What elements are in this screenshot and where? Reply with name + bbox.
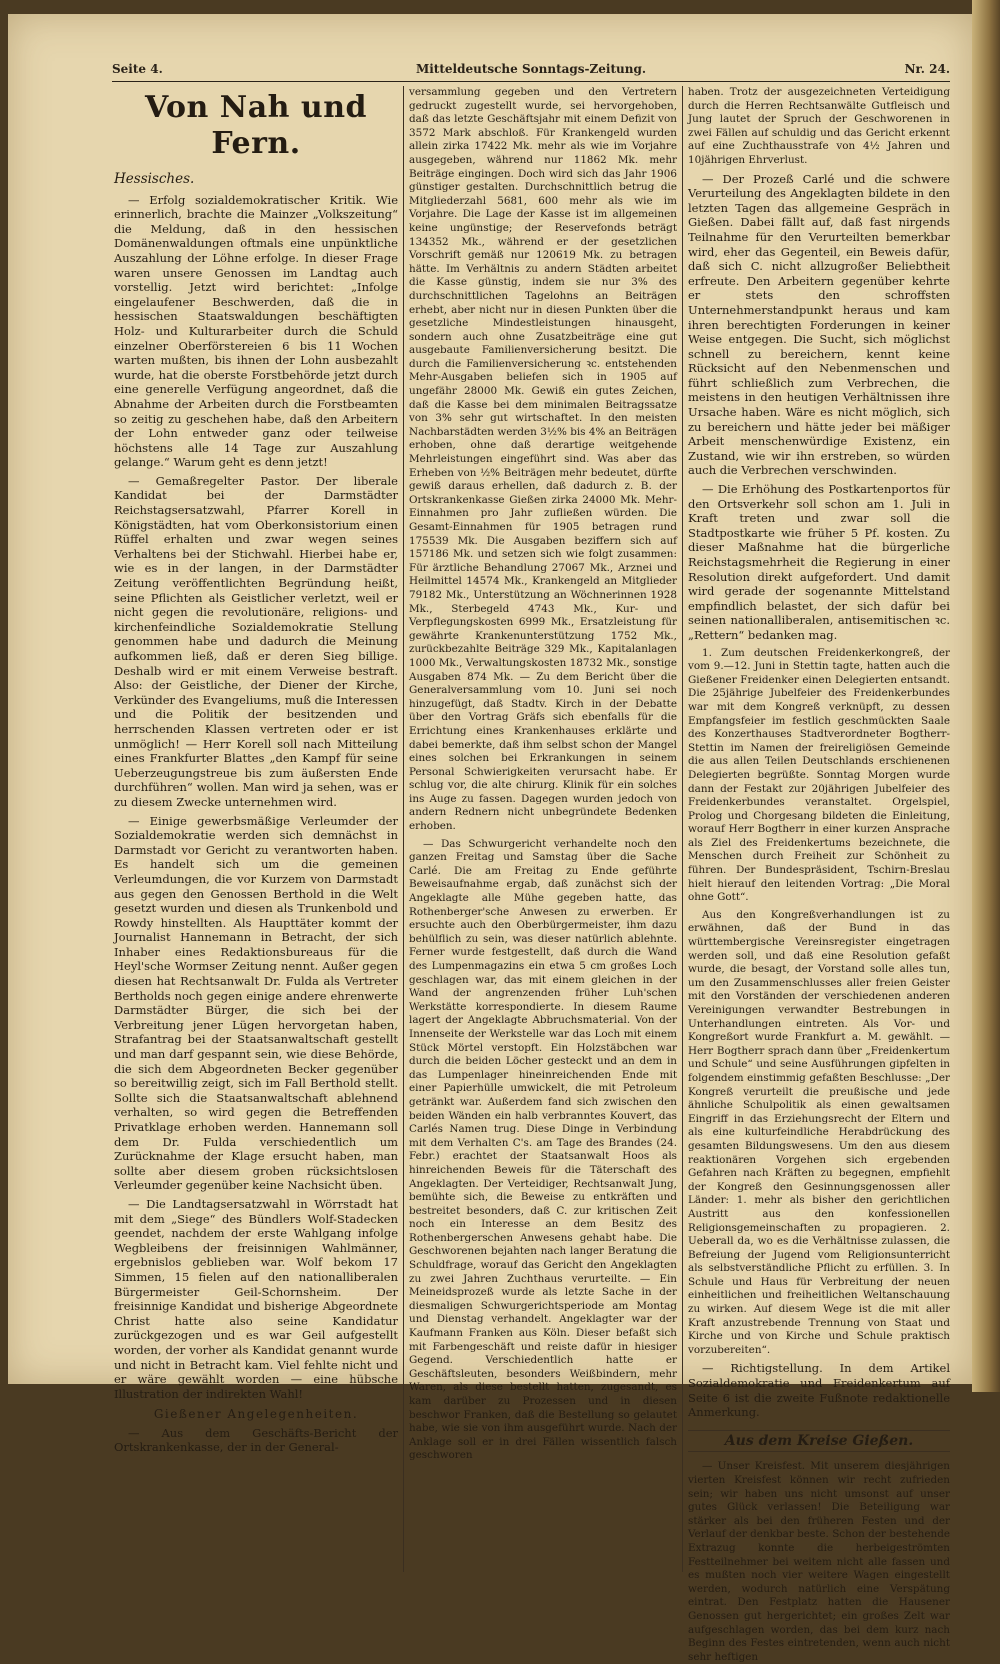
column-divider-2 [682, 86, 683, 1572]
column-2 [409, 86, 677, 1572]
subsection-giessen: Gießener Angelegenheiten. [153, 1407, 359, 1422]
article-schwurgericht: — Das Schwurgericht verhandelte noch den ganzen Freitag und Samstag über die Sache Carlé. Die am Freitag zu Ende geführte Beweisaufnahme ergab, daß zunächst sich der Angeklagte alle Mühe gegeben hatte, das Rothenberger'sche Anwesen zu erwerben. Er ersuchte auch den Oberbürgermeister, ihm dazu behülflich zu sein, was dieser natürlich ablehnte. Ferner wurde festgestellt, daß durch die Wand des Lumpenmagazins ein etwa 5 cm großes Loch geschlagen war, das mit einem gleichen in der Wand der angrenzenden früher Luh'schen Werkstätte korrespondierte. In diesem Raume lagert der Angeklagte Abbruchsmaterial. Von der Innenseite der Werkstelle war das Loch mit einem Stück Mörtel verstopft. Ein Holzstäbchen war durch die beiden Löcher gesteckt und an dem in das Lumpenlager hineinreichenden Ende mit einer Papierhülle umwickelt, die mit Petroleum getränkt war. Außerdem fand sich zwischen den beiden Wänden ein halb verbranntes Kouvert, das Carlés Namen trug. Diese Dinge in Verbindung mit dem Verhalten C's. am Tage des Brandes (24. Febr.) erachtet der Staatsanwalt Hoos als hinreichenden Beweis für die Täterschaft des Angeklagten. Der Verteidiger, Rechtsanwalt Jung, bemühte sich, die Beweise zu entkräften und bestreitet besonders, daß C. zur kritischen Zeit noch ein Interesse an dem Besitz des Rothenbergerschen Anwesens gehabt habe. Die Geschworenen bejahten nach langer Beratung die Schuldfrage, worauf das Gericht den Angeklagten zu zwei Jahren Zuchthaus verurteilte. — Ein Meineidsprozeß wurde als letzte Sache in der diesmaligen Schwurgerichtsperiode am Montag und Dienstag verhandelt. Angeklagter war der Kaufmann Franken aus Köln. Dieser befaßt sich mit Farbengeschäft und reiste dafür in hiesiger Gegend. Verschiedentlich hatte er Geschäftsleuten, besonders Weißbindern, mehr Waren, als diese bestellt hatten, zugesandt, es kam darüber zu Prozessen und in diesen beschwor Franken, daß die Bestellung so gelautet habe, wie sie von ihm ausgeführt wurde. Nach der Anklage soll er in drei Fällen wissentlich falsch geschworen [409, 837, 677, 1462]
article-richtigstellung: — Richtigstellung. In dem Artikel Sozialdemokratie und Freidenkertum auf Seite 6 ist die zweite Fußnote redaktionelle Anmerkung. [688, 1361, 950, 1420]
page-header [112, 60, 950, 80]
article-freidenkerkongress: 1. Zum deutschen Freidenkerkongreß, der vom 9.—12. Juni in Stettin tagte, hatten auch die Gießener Freidenker einen Delegierten entsandt. Die 25jährige Jubelfeier des Freidenkerbundes war mit dem Kongreß verknüpft, zu dessen Empfangsfeier im festlich geschmückten Saale des Konzerthauses Stadtverordneter Bogtherr-Stettin im Namen der freireligiösen Gemeinde die aus allen Teilen Deutschlands erschienenen Delegierten begrüßte. Sonntag Morgen wurde dann der Festakt zur 20jährigen Jubelfeier des Freidenkerbundes veranstaltet. Orgelspiel, Prolog und Chorgesang bildeten die Einleitung, worauf Herr Bogtherr in einer kurzen Ansprache als Ziel des Freidenkertums bezeichnete, die Menschen durch Freiheit zur Schönheit zu führen. Der Bundespräsident, Tschirn-Breslau hielt hierauf den leitenden Vortrag: „Die Moral ohne Gott“. [688, 646, 950, 904]
issue-number: Nr. 24. [904, 62, 950, 76]
article-ortskrankenkasse: — Aus dem Geschäfts-Bericht der Ortskrankenkasse, der in der General- [114, 1425, 398, 1455]
article-pastor: — Gemaßregelter Pastor. Der liberale Kandidat bei der Darmstädter Reichstagsersatzwahl, Pfarrer Korell in Königstädten, hat vom Oberkonsistorium einen Rüffel erhalten und zwar wegen seines Verhaltens bei der Stichwahl. Hierbei habe er, wie es in der langen, in der Darmstädter Zeitung veröffentlichten Begründung heißt, seine Pflichten als Geistlicher verletzt, weil er nicht gegen die revolutionäre, religions- und kirchenfeindliche Sozialdemokratie Stellung genommen habe und dadurch die Meinung aufkommen ließ, daß er deren Sieg billige. Deshalb wird er mit einem Verweise bestraft. Also: der Geistliche, der Diener der Kirche, Verkünder des Evangeliums, muß die Interessen und die Politik der besitzenden und herrschenden Klassen vertreten oder er ist unmöglich! — Herr Korell soll nach Mitteilung eines Frankfurter Blattes „den Kampf für seine Ueberzeugungstreue bis zum äußersten Ende durchführen“ wollen. Man wird ja sehen, was er zu diesem Zwecke unternehmen wird. [114, 473, 398, 809]
page-number: Seite 4. [112, 62, 163, 76]
column-divider-1 [403, 86, 404, 1572]
header-rule [112, 81, 950, 82]
subsection-hessisches: Hessisches. [114, 171, 195, 187]
article-meineid-cont: haben. Trotz der ausgezeichneten Verteidigung durch die Herren Rechtsanwälte Gutfleisch und Jung lautet der Spruch der Geschworenen in zwei Fällen auf schuldig und das Gericht erkennt auf eine Zuchthausstrafe von 4½ Jahren und 10jährigen Ehrverlust. [688, 86, 950, 166]
article-kritik: — Erfolg sozialdemokratischer Kritik. Wie erinnerlich, brachte die Mainzer „Volkszeitung“ die Meldung, daß in den hessischen Domänenwaldungen oftmals eine unpünktliche Auszahlung der Löhne erfolge. In dieser Frage waren unsere Genossen im Landtag auch vorstellig. Jetzt wird berichtet: „Infolge eingelaufener Beschwerden, daß die in hessischen Staatswaldungen beschäftigten Holz- und Kulturarbeiter durch die Schuld einzelner Oberförstereien 6 bis 11 Wochen warten mußten, bis ihnen der Lohn ausbezahlt wurde, hat die oberste Forstbehörde jetzt durch eine generelle Verfügung angeordnet, daß die Abnahme der Arbeiten durch die Forstbeamten so zeitig zu geschehen habe, daß den Arbeitern der Lohn entweder ganz oder teilweise höchstens alle 14 Tage zur Auszahlung gelange.“ Warum geht es denn jetzt! [114, 192, 398, 470]
subsection-kreis-giessen: Aus dem Kreise Gießen. [688, 1430, 950, 1453]
article-verleumder: — Einige gewerbsmäßige Verleumder der Sozialdemokratie werden sich demnächst in Darmstadt vor Gericht zu verantworten haben. Es handelt sich um die gemeinen Verleumdungen, die vor Kurzem von Darmstadt aus gegen den Genossen Berthold in die Welt gesetzt wurden und diesen als Trunkenbold und Rowdy hinstellten. Als Haupttäter kommt der Journalist Hannemann in Betracht, der sich Inhaber eines Redaktionsbureaus für die Heyl'sche Wormser Zeitung nennt. Außer gegen diesen hat Rechtsanwalt Dr. Fulda als Vertreter Bertholds noch gegen einige andere ehrenwerte Darmstädter Bürger, die sich bei der Verbreitung jener Lügen hervorgetan haben, Strafantrag bei der Staatsanwaltschaft gestellt und man darf gespannt sein, wie diese Behörde, die sich dem Abgeordneten Becker gegenüber so bereitwillig zeigt, sich im Fall Berthold stellt. Sollte sich die Staatsanwaltschaft ablehnend verhalten, so wird gegen die Betreffenden Privatklage erhoben werden. Hannemann soll dem Dr. Fulda verschiedentlich um Zurücknahme der Klage ersucht haben, man sollte aber diesem groben rücksichtslosen Verleumder gegenüber keine Nachsicht üben. [114, 813, 398, 1193]
article-kongressverhandlungen: Aus den Kongreßverhandlungen ist zu erwähnen, daß der Bund in das württembergische Vereinsregister eingetragen werden soll, und daß eine Resolution gefaßt wurde, die besagt, der Vorstand solle alles tun, um den Zusammenschlusses aller freien Geister mit den Vorständen der verschiedenen anderen Vereinigungen verwandter Bestrebungen in Unterhandlungen eintreten. Als Vor- und Kongreßort wurde Frankfurt a. M. gewählt. — Herr Bogtherr sprach dann über „Freidenkertum und Schule“ und seine Ausführungen gipfelten in folgendem einstimmig gefaßten Beschlusse: „Der Kongreß verurteilt die preußische und jede ähnliche Schulpolitik als einen gewaltsamen Eingriff in das Erziehungsrecht der Eltern und als eine kulturfeindliche Herabdrückung des gesamten Bildungswesens. Um den aus diesem reaktionären Vorgehen sich ergebenden Gefahren nach Kräften zu begegnen, empfiehlt der Kongreß den Gesinnungsgenossen aller Länder: 1. mehr als bisher den gerichtlichen Austritt aus den konfessionellen Religionsgemeinschaften zu propagieren. 2. Ueberall da, wo es die Verhältnisse zulassen, die Befreiung der Jugend vom Religionsunterricht als selbstverständliche Pflicht zu erfüllen. 3. In Schule und Haus für Verbreitung der neuen einheitlichen und freiheitlichen Weltanschauung zu wirken. Auf diesem Wege ist die mit aller Kraft anzustrebende Trennung von Staat und Kirche und von Kirche und Schule praktisch vorzubereiten“. [688, 908, 950, 1356]
book-spine [972, 0, 1000, 1392]
article-kreisfest: — Unser Kreisfest. Mit unserem diesjährigen vierten Kreisfest können wir recht zufrieden sein; wir haben uns nicht umsonst auf unser gutes Glück verlassen! Die Beteiligung war stärker als bei den früheren Festen und der Verlauf der denkbar beste. Schon der bestehende Extrazug konnte die herbeigeströmten Festteilnehmer bei weitem nicht alle fassen und es mußten noch vier weitere Wagen eingestellt werden, wodurch natürlich eine Verspätung eintrat. Den Festplatz hatten die Hausener Genossen gut hergerichtet; ein großes Zelt war aufgeschlagen worden, das bei dem kurz nach Beginn des Festes eintretenden, wenn auch nicht sehr heftigen [688, 1460, 950, 1663]
column-1 [114, 86, 398, 1572]
article-postkarten: — Die Erhöhung des Postkartenportos für den Ortsverkehr soll schon am 1. Juli in Kraft treten und zwar soll die Stadtpostkarte wie früher 5 Pf. kosten. Zu dieser Maßnahme hat die bürgerliche Reichstagsmehrheit die Regierung in einer Resolution direkt aufgefordert. Und damit wird gerade der sogenannte Mittelstand empfindlich belastet, der sich dafür bei seinen nationalliberalen, antisemitischen ꝛc. „Rettern“ bedanken mag. [688, 482, 950, 642]
article-prozess-carle: — Der Prozeß Carlé und die schwere Verurteilung des Angeklagten bildete in den letzten Tagen das allgemeine Gespräch in Gießen. Dabei fällt auf, daß fast nirgends Teilnahme für den Verurteilten bemerkbar wird, eher das Gegenteil, ein Beweis dafür, daß sich C. nicht allzugroßer Beliebtheit erfreute. Den Arbeitern gegenüber kehrte er stets den schroffsten Unternehmerstandpunkt heraus und kam ihren berechtigten Forderungen in keiner Weise entgegen. Die Sucht, sich möglichst schnell zu bereichern, kennt keine Rücksicht auf den Nebenmenschen und führt schließlich zum Verbrechen, die meistens in den heutigen Verhältnissen ihre Ursache haben. Wäre es nicht möglich, sich zu bereichern und hätte jeder bei mäßiger Arbeit menschenwürdige Existenz, ein Zustand, wie wir ihn erstreben, so würden auch die Verbrechen verschwinden. [688, 171, 950, 478]
article-geschaeftsbericht-cont: versammlung gegeben und den Vertretern gedruckt zugestellt wurde, sei hervorgehoben, daß das letzte Geschäftsjahr mit einem Defizit von 3572 Mark abschloß. Für Krankengeld wurden allein zirka 17422 Mk. mehr als wie im Vorjahre ausgegeben, während nur 11862 Mk. mehr Beiträge eingingen. Doch wird sich das Jahr 1906 günstiger gestalten. Durchschnittlich betrug die Mitgliederzahl 5681, 600 mehr als wie im Vorjahre. Die Lage der Kasse ist im allgemeinen keine ungünstige; der Reservefonds beträgt 134352 Mk., während er der gesetzlichen Vorschrift gemäß nur 120619 Mk. zu betragen hätte. Im Verhältnis zu andern Städten arbeitet die Kasse günstig, indem sie nur 3% des durchschnittlichen Tagelohns an Beiträgen erhebt, aber nicht nur in diesen Punkten über die gesetzliche Mindestleistungen hinausgeht, sondern auch ohne Zusatzbeiträge eine gut ausgebaute Familienversicherung besitzt. Die durch die Familienversicherung ꝛc. entstehenden Mehr-Ausgaben beliefen sich in 1905 auf ungefähr 28000 Mk. Gewiß ein gutes Zeichen, daß die Kasse bei dem minimalen Beitragssatze von 3% sehr gut wirtschaftet. In den meisten Nachbarstädten werden 3½% bis 4% an Beiträgen erhoben, ohne daß derartige weitgehende Mehrleistungen eingeführt sind. Was aber das Erheben von ½% Beiträgen mehr bedeutet, dürfte gewiß daraus erhellen, daß dadurch z. B. der Ortskrankenkasse Gießen zirka 24000 Mk. Mehr-Einnahmen pro Jahr zufließen würden. Die Gesamt-Einnahmen für 1905 betragen rund 175539 Mk. Die Ausgaben beziffern sich auf 157186 Mk. und setzen sich wie folgt zusammen: Für ärztliche Behandlung 27067 Mk., Arznei und Heilmittel 14574 Mk., Krankengeld an Mitglieder 79182 Mk., Unterstützung an Wöchnerinnen 1928 Mk., Sterbegeld 4743 Mk., Kur- und Verpflegungskosten 6999 Mk., Ersatzleistung für gewährte Krankenunterstützung 1752 Mk., zurückbezahlte Beiträge 329 Mk., Kapitalanlagen 1000 Mk., Verwaltungskosten 18732 Mk., sonstige Ausgaben 874 Mk. — Zu dem Bericht über die Generalversammlung vom 10. Juni sei noch hinzugefügt, daß Stadtv. Kirch in der Debatte über den Vortrag Gräfs sich ebenfalls für die Errichtung eines Krankenhauses erklärte und dabei bemerkte, daß ihm selbst schon der Mangel eines solchen bei Erkrankungen in seinem Personal Schwierigkeiten verursacht habe. Er schlug vor, die alte chirurg. Klinik für ein solches ins Auge zu fassen. Dagegen wurden jedoch von andern Rednern nicht unbegründete Bedenken erhoben. [409, 86, 677, 833]
article-landtagswahl: — Die Landtagsersatzwahl in Wörrstadt hat mit dem „Siege“ des Bündlers Wolf-Stadecken geendet, nachdem der erste Wahlgang infolge Wegbleibens der freisinnigen Wahlmänner, ergebnislos geblieben war. Wolf bekom 17 Simmen, 15 fielen auf den nationalliberalen Bürgermeister Geil-Schornsheim. Der freisinnige Kandidat und bisherige Abgeordnete Christ hatte also seine Kandidatur zurückgezogen und es war Geil aufgestellt worden, der vorher als Kandidat genannt wurde und nicht in Betracht kam. Viel fehlte nicht und er wäre gewählt worden — eine hübsche Illustration der indirekten Wahl! [114, 1196, 398, 1401]
newspaper-name: Mitteldeutsche Sonntags-Zeitung. [415, 62, 647, 76]
section-title: Von Nah und Fern. [144, 90, 367, 161]
column-3 [688, 86, 950, 1663]
